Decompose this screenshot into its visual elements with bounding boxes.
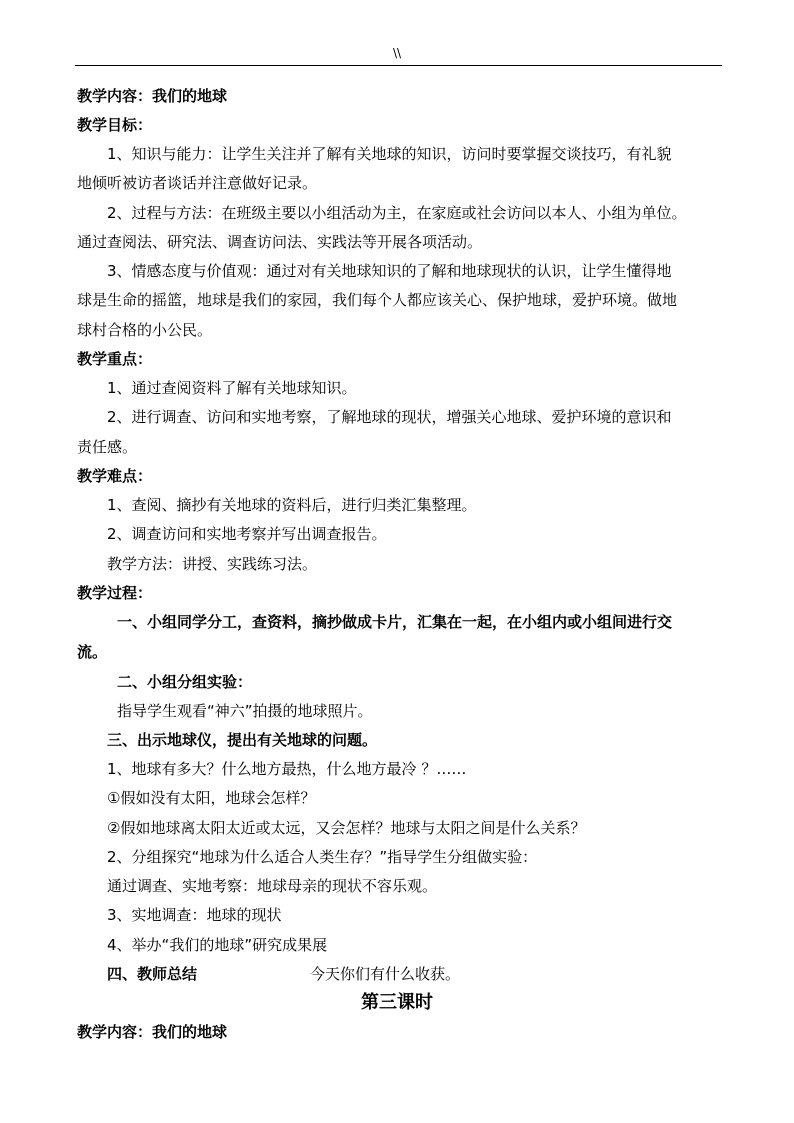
difficulty-2: 2、调查访问和实地考察并写出调查报告。 [107, 525, 387, 543]
difficulties-label: 教学难点： [77, 467, 153, 485]
content-label: 教学内容：我们的地球 [77, 87, 228, 105]
key-points-label: 教学重点： [77, 350, 153, 368]
key-point-2-line-2: 责任感。 [77, 438, 138, 456]
question-4: 4、举办“我们的地球”研究成果展 [107, 936, 328, 954]
header-rule [75, 65, 722, 66]
process-step-4: 四、教师总结 [107, 965, 198, 983]
question-1b: ②假如地球离太阳太近或太远，又会怎样？地球与太阳之间是什么关系？ [107, 819, 586, 837]
process-step-4-text: 今天你们有什么收获。 [310, 965, 461, 983]
teaching-method: 教学方法：讲授、实践练习法。 [107, 555, 318, 573]
question-2-detail: 通过调查、实地考察：地球母亲的现状不容乐观。 [107, 877, 438, 895]
process-step-2-detail: 指导学生观看“神六”拍摄的地球照片。 [117, 702, 373, 720]
objective-2-line-1: 2、过程与方法：在班级主要以小组活动为主，在家庭或社会访问以本人、小组为单位。 [107, 204, 687, 222]
difficulty-1: 1、查阅、摘抄有关地球的资料后，进行归类汇集整理。 [107, 496, 477, 514]
question-3: 3、实地调查：地球的现状 [107, 906, 282, 924]
objective-1-line-2: 地倾听被访者谈话并注意做好记录。 [77, 174, 318, 192]
question-1: 1、地球有多大？什么地方最热，什么地方最冷 ？…… [107, 760, 467, 778]
objective-3-line-2: 球是生命的摇篮，地球是我们的家园，我们每个人都应该关心、保护地球，爱护环境。做地 [77, 291, 678, 309]
question-2: 2、分组探究“地球为什么适合人类生存？”指导学生分组做实验： [107, 848, 538, 866]
lesson-title: 第三课时 [361, 992, 433, 1013]
question-1a: ①假如没有太阳，地球会怎样？ [107, 789, 316, 807]
header-mark: \\ [392, 46, 402, 60]
process-step-2: 二、小组分组实验： [117, 673, 253, 691]
objective-1-line-1: 1、知识与能力：让学生关注并了解有关地球的知识，访问时要掌握交谈技巧，有礼貌 [107, 145, 672, 163]
process-step-3: 三、出示地球仪，提出有关地球的问题。 [107, 731, 378, 749]
content-label-2: 教学内容：我们的地球 [77, 1023, 228, 1041]
key-point-1: 1、通过查阅资料了解有关地球知识。 [107, 379, 357, 397]
objective-3-line-1: 3、情感态度与价值观：通过对有关地球知识的了解和地球现状的认识，让学生懂得地 [107, 262, 672, 280]
process-label: 教学过程： [77, 584, 153, 602]
process-step-1-line-1: 一、小组同学分工，查资料，摘抄做成卡片，汇集在一起，在小组内或小组间进行交 [117, 613, 673, 631]
objective-2-line-2: 通过查阅法、研究法、调查访问法、实践法等开展各项活动。 [77, 233, 483, 251]
process-step-1-line-2: 流。 [77, 643, 108, 661]
key-point-2-line-1: 2、进行调查、访问和实地考察，了解地球的现状，增强关心地球、爱护环境的意识和 [107, 408, 672, 426]
objectives-label: 教学目标： [77, 116, 153, 134]
objective-3-line-3: 球村合格的小公民。 [77, 321, 213, 339]
